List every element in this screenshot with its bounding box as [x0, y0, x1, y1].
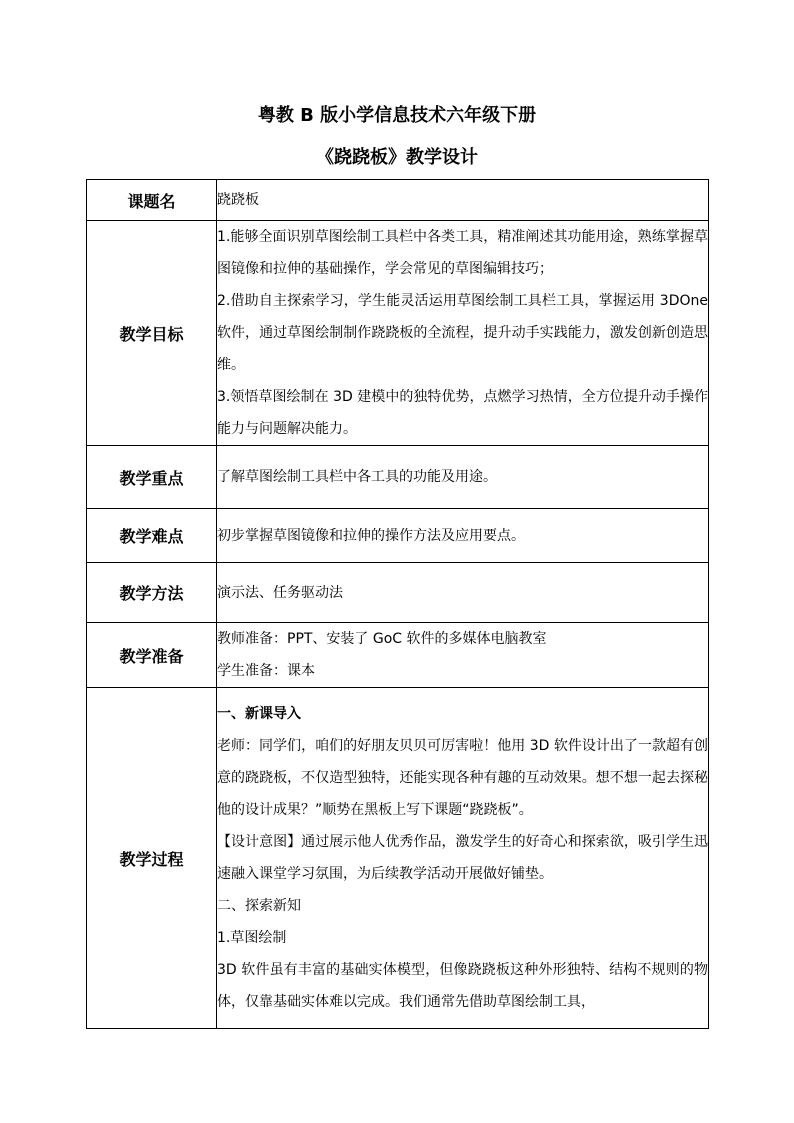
- table-row: [87, 509, 709, 563]
- table-row: [87, 623, 709, 688]
- document-title: 粤教 B 版小学信息技术六年级下册: [257, 105, 537, 126]
- document-subtitle: 《跷跷板》教学设计: [316, 147, 478, 168]
- table-row: [87, 446, 709, 509]
- section-heading: 二、探索新知: [217, 898, 301, 914]
- key-points-value: 了解草图绘制工具栏中各工具的功能及用途。: [217, 446, 709, 509]
- subsection-heading: 1.草图绘制: [217, 930, 287, 946]
- section-text: 老师：同学们，咱们的好朋友贝贝可厉害啦！他用 3D 软件设计出了一款超有创意的跷跷板，不仅造型独特，还能实现各种有趣的互动效果。想不想一起去探秘他的设计成果？”顺势在黑板上写下课题“跷跷板”。: [217, 738, 708, 818]
- methods-label: 教学方法: [87, 563, 217, 623]
- process-label: 教学过程: [87, 688, 217, 1029]
- methods-value: 演示法、任务驱动法: [217, 563, 709, 623]
- course-name-label: 课题名: [87, 180, 217, 221]
- difficulties-label: 教学难点: [87, 509, 217, 563]
- difficulties-value: 初步掌握草图镜像和拉伸的操作方法及应用要点。: [217, 509, 709, 563]
- goal-item: 1.能够全面识别草图绘制工具栏中各类工具，精准阐述其功能用途，熟练掌握草图镜像和拉伸的基础操作，学会常见的草图编辑技巧；: [217, 229, 708, 277]
- preparation-content: [217, 623, 709, 688]
- table-row: [87, 180, 709, 221]
- preparation-label: 教学准备: [87, 623, 217, 688]
- table-row: [87, 221, 709, 446]
- teacher-preparation: 教师准备：PPT、安装了 GoC 软件的多媒体电脑教室: [217, 631, 547, 647]
- table-row: [87, 688, 709, 1029]
- key-points-label: 教学重点: [87, 446, 217, 509]
- table-row: [87, 563, 709, 623]
- section-heading: 一、新课导入: [217, 706, 301, 722]
- student-preparation: 学生准备：课本: [217, 663, 315, 679]
- design-intent: 【设计意图】通过展示他人优秀作品，激发学生的好奇心和探索欲，吸引学生迅速融入课堂学习氛围，为后续教学活动开展做好铺垫。: [217, 834, 708, 882]
- section-text: 3D 软件虽有丰富的基础实体模型，但像跷跷板这种外形独特、结构不规则的物体，仅靠基础实体难以完成。我们通常先借助草图绘制工具，: [217, 962, 708, 1010]
- process-content: [217, 688, 709, 1029]
- goals-label: 教学目标: [87, 221, 217, 446]
- goal-item: 3.领悟草图绘制在 3D 建模中的独特优势，点燃学习热情，全方位提升动手操作能力与问题解决能力。: [217, 389, 708, 437]
- course-name-value: 跷跷板: [217, 180, 709, 221]
- goal-item: 2.借助自主探索学习，学生能灵活运用草图绘制工具栏工具，掌握运用 3DOne 软件，通过草图绘制制作跷跷板的全流程，提升动手实践能力，激发创新创造思维。: [217, 293, 708, 373]
- goals-content: [217, 221, 709, 446]
- lesson-plan-table: [86, 179, 709, 1029]
